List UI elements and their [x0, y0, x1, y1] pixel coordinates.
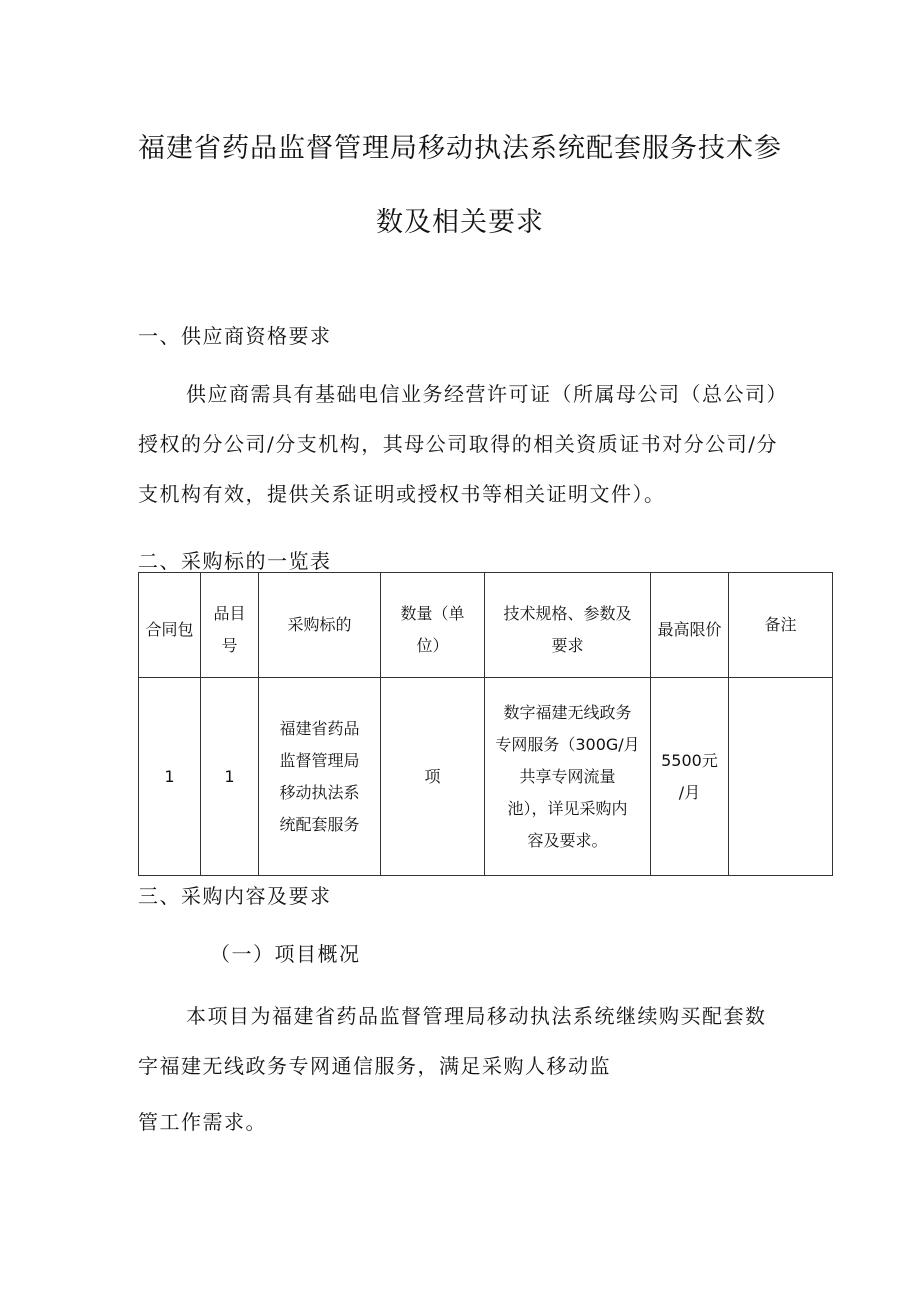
cell-contract-package: 1 — [139, 678, 201, 876]
section1-heading: 一、供应商资格要求 — [138, 324, 332, 348]
section1-paragraph-line3: 支机构有效，提供关系证明或授权书等相关证明文件）。 — [138, 482, 666, 506]
header-item-number: 品目 号 — [201, 573, 259, 678]
subsection1-heading: （一）项目概况 — [210, 942, 361, 966]
section1-paragraph-line1: 供应商需具有基础电信业务经营许可证（所属母公司（总公司） — [186, 382, 788, 406]
header-spec: 技术规格、参数及 要求 — [485, 573, 651, 678]
cell-subject: 福建省药品 监督管理局 移动执法系 统配套服务 — [259, 678, 381, 876]
cell-quantity: 项 — [381, 678, 485, 876]
header-remark: 备注 — [729, 573, 833, 678]
procurement-table — [138, 572, 833, 876]
table-header-row — [139, 573, 833, 678]
subsection1-paragraph-line2: 字福建无线政务专网通信服务，满足采购人移动监 — [138, 1054, 611, 1078]
cell-item-number: 1 — [201, 678, 259, 876]
section3-heading: 三、采购内容及要求 — [138, 884, 332, 908]
cell-spec: 数字福建无线政务 专网服务（300G/月 共享专网流量 池），详见采购内 容及要求。 — [485, 678, 651, 876]
section1-paragraph-line2: 授权的分公司/分支机构，其母公司取得的相关资质证书对分公司/分 — [138, 432, 778, 456]
table-row — [139, 678, 833, 876]
subsection1-paragraph-line3: 管工作需求。 — [138, 1110, 267, 1134]
cell-max-price: 5500元 /月 — [651, 678, 729, 876]
doc-title-line2: 数及相关要求 — [376, 207, 544, 238]
header-subject: 采购标的 — [259, 573, 381, 678]
cell-remark — [729, 678, 833, 876]
header-contract-package: 合同包 — [139, 573, 201, 678]
doc-title-line1: 福建省药品监督管理局移动执法系统配套服务技术参 — [138, 133, 782, 164]
header-max-price: 最高限价 — [651, 573, 729, 678]
header-quantity: 数量（单 位） — [381, 573, 485, 678]
subsection1-paragraph-line1: 本项目为福建省药品监督管理局移动执法系统继续购买配套数 — [186, 1004, 767, 1028]
section2-heading: 二、采购标的一览表 — [138, 549, 332, 573]
